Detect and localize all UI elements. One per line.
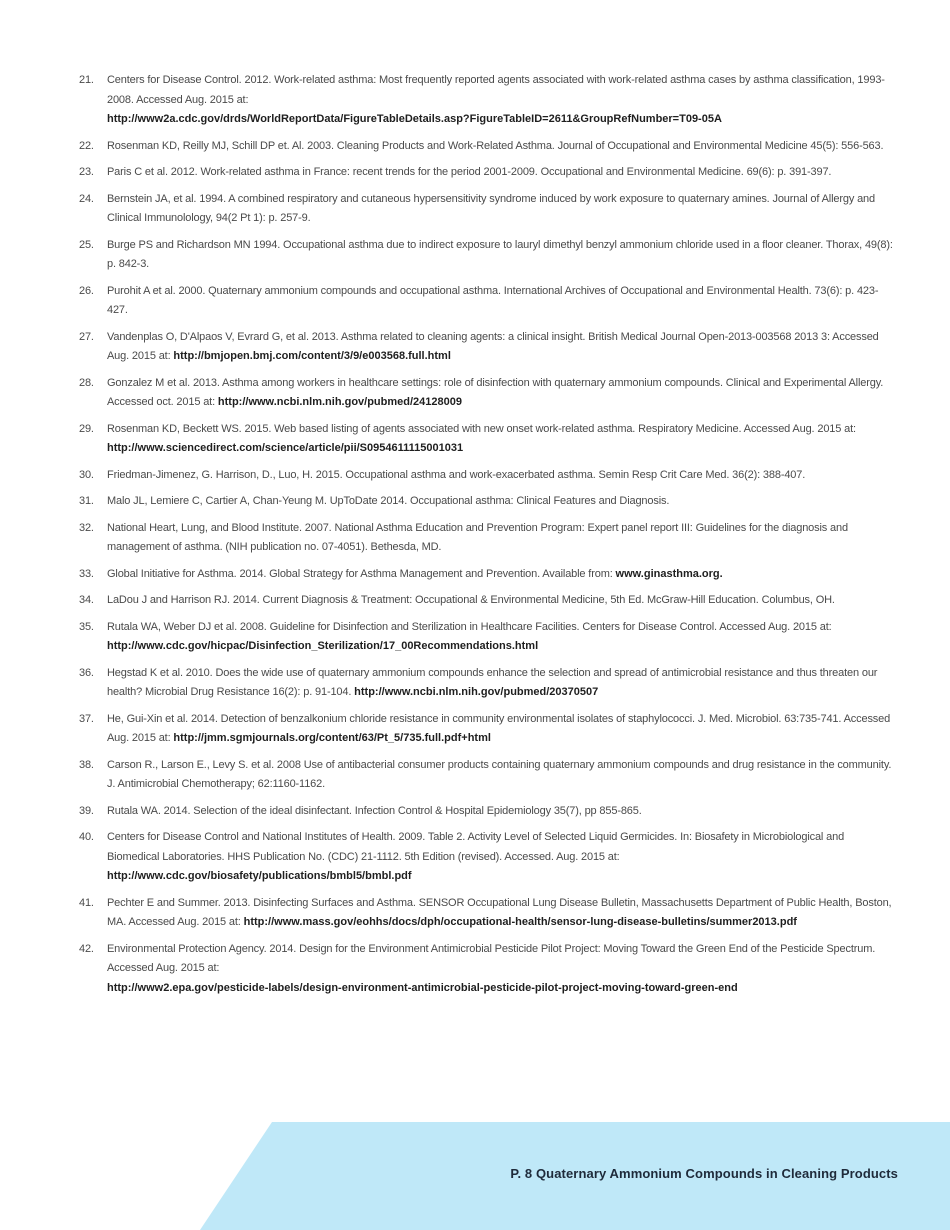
- reference-link[interactable]: http://www2.epa.gov/pesticide-labels/design-environment-antimicrobial-pesticide-pilot-project-moving-toward-green-end: [107, 981, 738, 994]
- footer-page-title: P. 8 Quaternary Ammonium Compounds in Cleaning Products: [510, 1166, 898, 1181]
- reference-body: [107, 565, 897, 585]
- reference-item: [79, 282, 897, 321]
- reference-body: [107, 466, 897, 486]
- reference-number: 29.: [79, 422, 94, 435]
- reference-link[interactable]: http://www2a.cdc.gov/drds/WorldReportData/FigureTableDetails.asp?FigureTableID=2611&GroupRefNumber=T09-05A: [107, 113, 722, 125]
- reference-body: [107, 940, 897, 999]
- reference-link[interactable]: http://www.ncbi.nlm.nih.gov/pubmed/24128009: [217, 396, 462, 408]
- reference-text: Rosenman KD, Beckett WS. 2015. Web based listing of agents associated with new onset work-related asthma. Respiratory Medicine. Accessed Aug. 2015 at:: [107, 422, 856, 435]
- reference-text: National Heart, Lung, and Blood Institute. 2007. National Asthma Education and Prevention Program: Expert panel report III: Guidelines for the diagnosis and management of asthma. (NIH publication no. 07-4051). Bethesda, MD.: [107, 521, 848, 553]
- reference-text: Centers for Disease Control. 2012. Work-related asthma: Most frequently reported agents associated with work-related asthma cases by asthma classification, 1993-2008. Accessed Aug. 2015 at:: [107, 74, 885, 106]
- reference-number: 38.: [79, 758, 94, 771]
- reference-number: 22.: [79, 139, 94, 152]
- reference-item: [79, 374, 897, 413]
- reference-number: 23.: [79, 166, 94, 178]
- reference-text: Gonzalez M et al. 2013. Asthma among workers in healthcare settings: role of disinfection with quaternary ammonium compounds. Clinical and Experimental Allergy. Accessed oct. 2015 at:: [107, 376, 884, 408]
- reference-text: Rosenman KD, Reilly MJ, Schill DP et. Al. 2003. Cleaning Products and Work-Related Asthma. Journal of Occupational and Environmental Medicine 45(5): 556-563.: [107, 139, 884, 152]
- reference-body: [107, 374, 897, 413]
- reference-text: Purohit A et al. 2000. Quaternary ammonium compounds and occupational asthma. International Archives of Occupational and Environmental Health. 73(6): p. 423-427.: [107, 284, 879, 316]
- reference-body: [107, 137, 897, 157]
- reference-number: 36.: [79, 666, 94, 679]
- reference-link[interactable]: http://www.cdc.gov/hicpac/Disinfection_Sterilization/17_00Recommendations.html: [107, 640, 539, 652]
- reference-link[interactable]: http://www.mass.gov/eohhs/docs/dph/occupational-health/sensor-lung-disease-bulletins/summer2013.pdf: [243, 916, 797, 928]
- reference-item: [79, 190, 897, 229]
- reference-number: 31.: [79, 495, 94, 507]
- reference-body: [107, 802, 897, 822]
- reference-number: 32.: [79, 521, 94, 534]
- reference-item: [79, 940, 897, 999]
- reference-number: 21.: [79, 74, 94, 86]
- reference-number: 39.: [79, 804, 94, 817]
- reference-text: Rutala WA. 2014. Selection of the ideal disinfectant. Infection Control & Hospital Epidemiology 35(7), pp 855-865.: [107, 804, 642, 817]
- reference-text: Bernstein JA, et al. 1994. A combined respiratory and cutaneous hypersensitivity syndrome induced by work exposure to quaternary amines. Journal of Allergy and Clinical Immunolology, 94(2 Pt 1): p. 257-9.: [107, 192, 875, 224]
- reference-body: [107, 894, 897, 933]
- reference-item: [79, 71, 897, 130]
- reference-item: [79, 618, 897, 657]
- reference-body: [107, 420, 897, 459]
- reference-body: [107, 591, 897, 611]
- reference-number: 37.: [79, 712, 94, 725]
- reference-body: [107, 519, 897, 558]
- reference-number: 30.: [79, 468, 94, 481]
- reference-body: [107, 828, 897, 887]
- reference-item: [79, 664, 897, 703]
- reference-link[interactable]: www.ginasthma.org.: [615, 567, 723, 580]
- reference-text: Paris C et al. 2012. Work-related asthma in France: recent trends for the period 2001-2009. Occupational and Environmental Medicine. 69(6): p. 391-397.: [107, 166, 832, 178]
- reference-number: 33.: [79, 567, 94, 580]
- reference-body: [107, 71, 897, 130]
- reference-item: [79, 519, 897, 558]
- reference-number: 41.: [79, 896, 94, 909]
- reference-text: Malo JL, Lemiere C, Cartier A, Chan-Yeung M. UpToDate 2014. Occupational asthma: Clinical Features and Diagnosis.: [107, 495, 670, 507]
- reference-item: [79, 828, 897, 887]
- reference-item: [79, 236, 897, 275]
- reference-text: LaDou J and Harrison RJ. 2014. Current Diagnosis & Treatment: Occupational & Environmental Medicine, 5th Ed. McGraw-Hill Education. Columbus, OH.: [107, 594, 835, 606]
- reference-text: Rutala WA, Weber DJ et al. 2008. Guideline for Disinfection and Sterilization in Healthcare Facilities. Centers for Disease Control. Accessed Aug. 2015 at:: [107, 620, 832, 633]
- reference-link[interactable]: http://www.sciencedirect.com/science/article/pii/S0954611115001031: [107, 442, 464, 454]
- reference-list: [79, 71, 897, 1005]
- reference-number: 42.: [79, 942, 94, 955]
- reference-text: He, Gui-Xin et al. 2014. Detection of benzalkonium chloride resistance in community environmental isolates of staphylococci. J. Med. Microbiol. 63:735-741. Accessed Aug. 2015 at:: [107, 712, 891, 744]
- reference-link[interactable]: http://bmjopen.bmj.com/content/3/9/e003568.full.html: [173, 350, 451, 362]
- reference-body: [107, 328, 897, 367]
- reference-item: [79, 492, 897, 512]
- reference-text: Hegstad K et al. 2010. Does the wide use of quaternary ammonium compounds enhance the selection and spread of antimicrobial resistance and thus threaten our health? Microbial Drug Resistance 16(2): p. 91-104.: [107, 666, 878, 698]
- reference-text: Environmental Protection Agency. 2014. Design for the Environment Antimicrobial Pesticide Pilot Project: Moving Toward the Green End of the Pesticide Spectrum. Accessed Aug. 2015 at:: [107, 942, 876, 974]
- reference-body: [107, 618, 897, 657]
- reference-link[interactable]: http://www.ncbi.nlm.nih.gov/pubmed/20370507: [354, 686, 599, 698]
- reference-link[interactable]: http://www.cdc.gov/biosafety/publications/bmbl5/bmbl.pdf: [107, 870, 412, 882]
- reference-item: [79, 466, 897, 486]
- reference-item: [79, 163, 897, 183]
- reference-item: [79, 137, 897, 157]
- reference-number: 34.: [79, 594, 94, 606]
- reference-item: [79, 756, 897, 795]
- reference-number: 25.: [79, 238, 94, 251]
- reference-body: [107, 163, 897, 183]
- reference-item: [79, 591, 897, 611]
- reference-body: [107, 190, 897, 229]
- reference-body: [107, 236, 897, 275]
- reference-body: [107, 492, 897, 512]
- reference-text: Centers for Disease Control and National Institutes of Health. 2009. Table 2. Activity Level of Selected Liquid Germicides. In: Biosafety in Microbiological and Biomedical Laboratories. HHS Publication No. (CDC) 21-1112. 5th Edition (revised). Accessed. Aug. 2015 at:: [107, 831, 845, 863]
- reference-item: [79, 802, 897, 822]
- reference-body: [107, 710, 897, 749]
- reference-text: Friedman-Jimenez, G. Harrison, D., Luo, H. 2015. Occupational asthma and work-exacerbated asthma. Semin Resp Crit Care Med. 36(2): 388-407.: [107, 468, 806, 481]
- reference-text: Carson R., Larson E., Levy S. et al. 2008 Use of antibacterial consumer products containing quaternary ammonium compounds and drug resistance in the community. J. Antimicrobial Chemotherapy; 62:1160-1162.: [107, 758, 892, 790]
- reference-item: [79, 894, 897, 933]
- reference-link[interactable]: http://jmm.sgmjournals.org/content/63/Pt_5/735.full.pdf+html: [173, 732, 491, 744]
- reference-item: [79, 328, 897, 367]
- reference-number: 27.: [79, 330, 94, 343]
- reference-text: Vandenplas O, D'Alpaos V, Evrard G, et al. 2013. Asthma related to cleaning agents: a clinical insight. British Medical Journal Open-2013-003568 2013 3: Accessed Aug. 2015 at:: [107, 330, 879, 362]
- reference-number: 26.: [79, 284, 94, 297]
- reference-item: [79, 565, 897, 585]
- reference-text: Pechter E and Summer. 2013. Disinfecting Surfaces and Asthma. SENSOR Occupational Lung Disease Bulletin, Massachusetts Department of Public Health, Boston, MA. Accessed Aug. 2015 at:: [107, 896, 892, 928]
- reference-number: 35.: [79, 620, 94, 633]
- reference-body: [107, 664, 897, 703]
- reference-number: 24.: [79, 192, 94, 205]
- reference-number: 28.: [79, 376, 94, 389]
- reference-text: Burge PS and Richardson MN 1994. Occupational asthma due to indirect exposure to lauryl dimethyl benzyl ammonium chloride used in a floor cleaner. Thorax, 49(8): p. 842-3.: [107, 238, 893, 270]
- reference-number: 40.: [79, 831, 94, 843]
- reference-body: [107, 282, 897, 321]
- reference-text: Global Initiative for Asthma. 2014. Global Strategy for Asthma Management and Prevention. Available from:: [107, 567, 613, 580]
- reference-item: [79, 710, 897, 749]
- reference-body: [107, 756, 897, 795]
- reference-item: [79, 420, 897, 459]
